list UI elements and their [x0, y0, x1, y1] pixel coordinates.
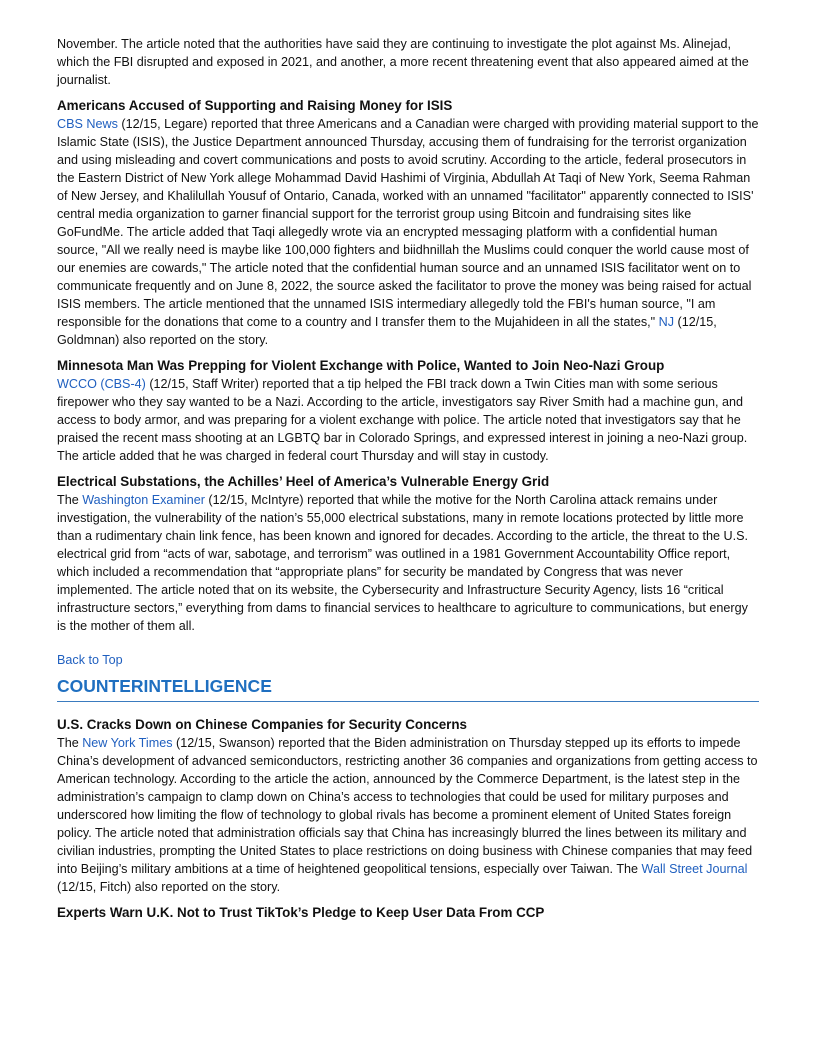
story-body: [57, 115, 759, 349]
section-spacer: [57, 702, 759, 716]
source-link-cbs-news[interactable]: CBS News: [57, 117, 118, 131]
story-title: Americans Accused of Supporting and Raising Money for ISIS: [57, 98, 453, 113]
story-text: (12/15, McIntyre) reported that while the motive for the North Carolina attack remains under investigation, the vulnerability of the nation’s 55,000 electrical substations, many in remote locations protected by little more than a rudimentary chain link fence, has been known and ignored for decades. According to the article, the threat to the U.S. electrical grid from “acts of war, sabotage, and terrorism” was outlined in a 1981 Government Accountability Office report, which included a recommendation that “appropriate plans” for security be mandated by Congress that was never implemented. The article noted that on its website, the Cybersecurity and Infrastructure Security Agency, lists 16 “critical infrastructure sectors,” everything from dams to financial services to healthcare to agriculture to communications, but energy is the mother of them all.: [57, 493, 748, 633]
source-link-washington-examiner[interactable]: Washington Examiner: [82, 493, 205, 507]
intro-paragraph: November. The article noted that the authorities have said they are continuing to investigate the plot against Ms. Alinejad, which the FBI disrupted and exposed in 2021, and another, a more recent threatening event that also appeared aimed at the journalist.: [57, 37, 749, 87]
story-title: Minnesota Man Was Prepping for Violent Exchange with Police, Wanted to Join Neo-Nazi Group: [57, 358, 665, 373]
story-intro: [57, 35, 759, 89]
story-text: (12/15, Staff Writer) reported that a tip helped the FBI track down a Twin Cities man with some serious firepower who they say wanted to be a Nazi. According to the article, investigators say River Smith had a machine gun, and access to body armor, and was preparing for a violent exchange with police. The article noted that investigators say that he praised the recent mass shooting at an LGBTQ bar in Colorado Springs, and expressed interest in joining a neo-Nazi group. The article added that he was charged in federal court Thursday and will stay in custody.: [57, 377, 748, 463]
source-link-new-york-times[interactable]: New York Times: [82, 736, 173, 750]
story-text: (12/15, Swanson) reported that the Biden administration on Thursday stepped up its efforts to impede China’s development of advanced semiconductors, restricting another 36 companies and organizations from getting access to American technology. According to the article the action, announced by the Commerce Department, is the latest step in the administration’s campaign to clamp down on China’s access to technologies that could be used for military purposes and underscored how limiting the flow of technology to global rivals has become a prominent element of United States foreign policy. The article noted that administration officials say that China has increasingly blurred the lines between its military and civilian industries, prompting the United States to place restrictions on doing business with Chinese companies that may feed into Beijing’s military ambitions at a time of heightened geopolitical tensions, especially over Taiwan. The: [57, 736, 758, 876]
back-to-top-link[interactable]: Back to Top: [57, 653, 123, 667]
source-link-wall-street-journal[interactable]: Wall Street Journal: [641, 862, 748, 876]
source-link-wcco[interactable]: WCCO (CBS-4): [57, 377, 146, 391]
story-minnesota-man: [57, 357, 759, 465]
story-prefix: The: [57, 493, 83, 507]
story-text: (12/15, Legare) reported that three Americans and a Canadian were charged with providing material support to the Islamic State (ISIS), the Justice Department announced Thursday, accusing them of fundraising for the terrorist organization and using misleading and covert communications and posts to avoid scrutiny. According to the article, federal prosecutors in the Eastern District of New York allege Mohammad David Hashimi of Virginia, Abdullah At Taqi of New York, Seema Rahman of New Jersey, and Khalilullah Yousuf of Ontario, Canada, worked with an unnamed "facilitator" apparently connected to ISIS' central media organization to garner financial support for the terrorist group using Bitcoin and fundraising sites like GoFundMe. The article added that Taqi allegedly wrote via an encrypted messaging platform with a confidential human source, "All we really need is maybe like 100,000 fighters and biidhnillah the Muslims could conquer the world cause most of our enemies are cowards," The article noted that the confidential human source and an unnamed ISIS facilitator went on to communicate frequently and on June 8, 2022, the source asked the facilitator to prove the money was being raised for actual ISIS members. The article mentioned that the unnamed ISIS intermediary allegedly told the FBI's human source, "I am responsible for the donations that come to a country and I transfer them to the Mujahideen in all the states,": [57, 117, 759, 329]
story-body: [57, 734, 759, 896]
story-tiktok: [57, 904, 759, 922]
story-title: Experts Warn U.K. Not to Trust TikTok’s Pledge to Keep User Data From CCP: [57, 905, 545, 920]
document-page: [57, 35, 759, 930]
story-body: [57, 375, 759, 465]
story-text-end: (12/15, Goldmnan) also reported on the story.: [57, 315, 717, 347]
story-title: Electrical Substations, the Achilles’ Heel of America’s Vulnerable Energy Grid: [57, 474, 550, 489]
story-body: [57, 491, 759, 635]
story-prefix: The: [57, 736, 83, 750]
story-chinese-companies: [57, 716, 759, 896]
story-title: U.S. Cracks Down on Chinese Companies for Security Concerns: [57, 717, 468, 732]
story-text-end: (12/15, Fitch) also reported on the story.: [57, 880, 281, 894]
source-link-nj[interactable]: NJ: [658, 315, 675, 329]
section-heading-counterintelligence: COUNTERINTELLIGENCE: [57, 673, 759, 702]
story-electrical-substations: [57, 473, 759, 635]
story-isis-funding: [57, 97, 759, 349]
